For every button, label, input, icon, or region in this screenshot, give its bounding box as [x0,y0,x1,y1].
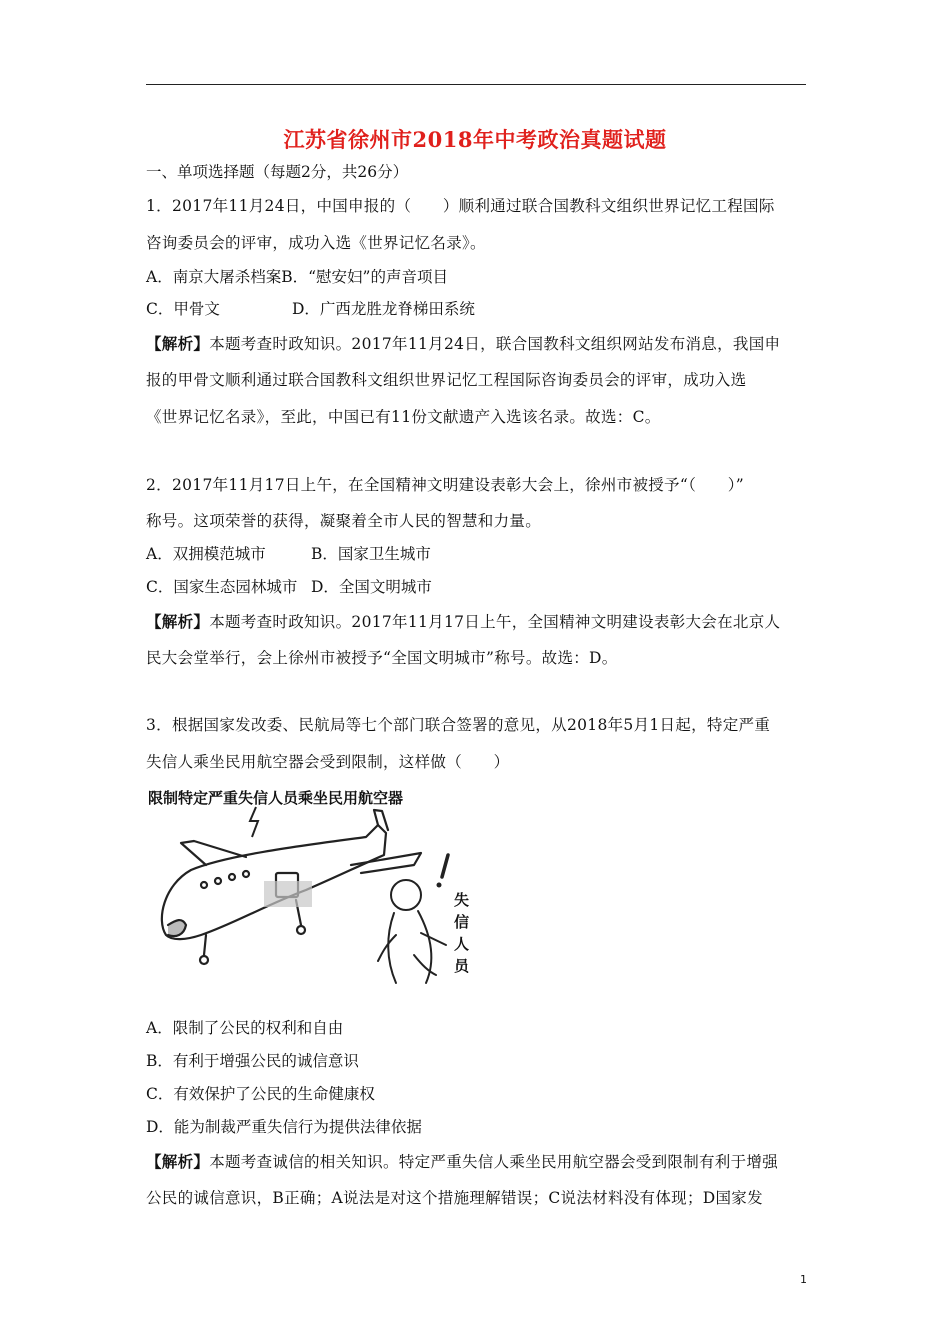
q2-stem-line-2: 称号。这项荣誉的获得，凝聚着全市人民的智慧和力量。 [146,512,542,530]
q3-analysis-text: 本题考查诚信的相关知识。特定严重失信人乘坐民用航空器会受到限制有利于增强 [209,1153,779,1171]
q1-analysis-line-3: 《世界记忆名录》，至此，中国已有11份文献遗产入选该名录。故选：C。 [146,408,661,426]
q2-options-row-2 [146,580,432,596]
q2-analysis-line-1 [146,614,780,631]
q3-option-b: B．有利于增强公民的诚信意识 [146,1052,359,1070]
q3-stem-line-1: 3．根据国家发改委、民航局等七个部门联合签署的意见，从2018年5月1日起，特定严重 [146,716,771,734]
page-number: 1 [800,1273,807,1286]
lightning-mark [250,807,258,837]
exclamation-mark [442,855,448,877]
cartoon-side-char-2: 信 [454,913,470,931]
q2-stem-line-1: 2．2017年11月17日上午，在全国精神文明建设表彰大会上，徐州市被授予“（ ）” [146,476,745,494]
q2-option-d: D．全国文明城市 [311,578,432,596]
q1-stem-line-1: 1．2017年11月24日，中国申报的（ ）顺利通过联合国教科文组织世界记忆工程国际 [146,197,775,215]
q3-analysis-line-2: 公民的诚信意识，B正确；A说法是对这个措施理解错误；C说法材料没有体现；D国家发 [146,1189,763,1207]
q1-options-row-1 [146,270,448,286]
q2-options-row-1 [146,547,431,563]
q1-stem-line-2: 咨询委员会的评审，成功入选《世界记忆名录》。 [146,234,486,252]
section-heading: 一、单项选择题（每题2分，共26分） [146,163,409,181]
q2-analysis-text: 本题考查时政知识。2017年11月17日上午，全国精神文明建设表彰大会在北京人 [209,613,781,631]
q1-option-b: B．“慰安妇”的声音项目 [281,268,448,286]
q1-option-d: D．广西龙胜龙脊梯田系统 [292,300,475,318]
blur-patch [264,881,312,907]
cartoon-side-char-4: 员 [454,957,470,975]
q2-analysis-line-2: 民大会堂举行，会上徐州市被授予“全国文明城市”称号。故选：D。 [146,649,618,667]
q3-cartoon-illustration [146,785,476,990]
cartoon-caption: 限制特定严重失信人员乘坐民用航空器 [148,789,404,807]
q1-option-a: A．南京大屠杀档案 [146,268,282,286]
q3-analysis-tag: 【解析】 [146,1152,210,1171]
page-title: 江苏省徐州市2018年中考政治真题试题 [283,127,667,152]
cartoon-side-char-3: 人 [454,935,470,953]
q3-option-d: D．能为制裁严重失信行为提供法律依据 [146,1118,422,1136]
person-drawing [378,880,446,983]
q1-options-row-2 [146,302,475,318]
q2-option-c: C．国家生态园林城市 [146,578,298,596]
q2-option-b: B．国家卫生城市 [311,545,431,563]
q1-analysis-line-2: 报的甲骨文顺利通过联合国教科文组织世界记忆工程国际咨询委员会的评审，成功入选 [146,371,747,389]
q3-option-a: A．限制了公民的权利和自由 [146,1019,344,1037]
q1-analysis-text: 本题考查时政知识。2017年11月24日，联合国教科文组织网站发布消息，我国申 [209,335,781,353]
q3-option-c: C．有效保护了公民的生命健康权 [146,1085,375,1103]
q1-analysis-line-1 [146,336,780,353]
q1-option-c: C．甲骨文 [146,300,220,318]
header-rule [146,84,806,85]
q3-analysis-line-1 [146,1154,778,1171]
q1-analysis-tag: 【解析】 [146,334,210,353]
q2-option-a: A．双拥模范城市 [146,545,266,563]
q2-analysis-tag: 【解析】 [146,612,210,631]
cartoon-side-char-1: 失 [454,891,470,909]
q3-stem-line-2: 失信人乘坐民用航空器会受到限制，这样做（ ） [146,753,510,771]
